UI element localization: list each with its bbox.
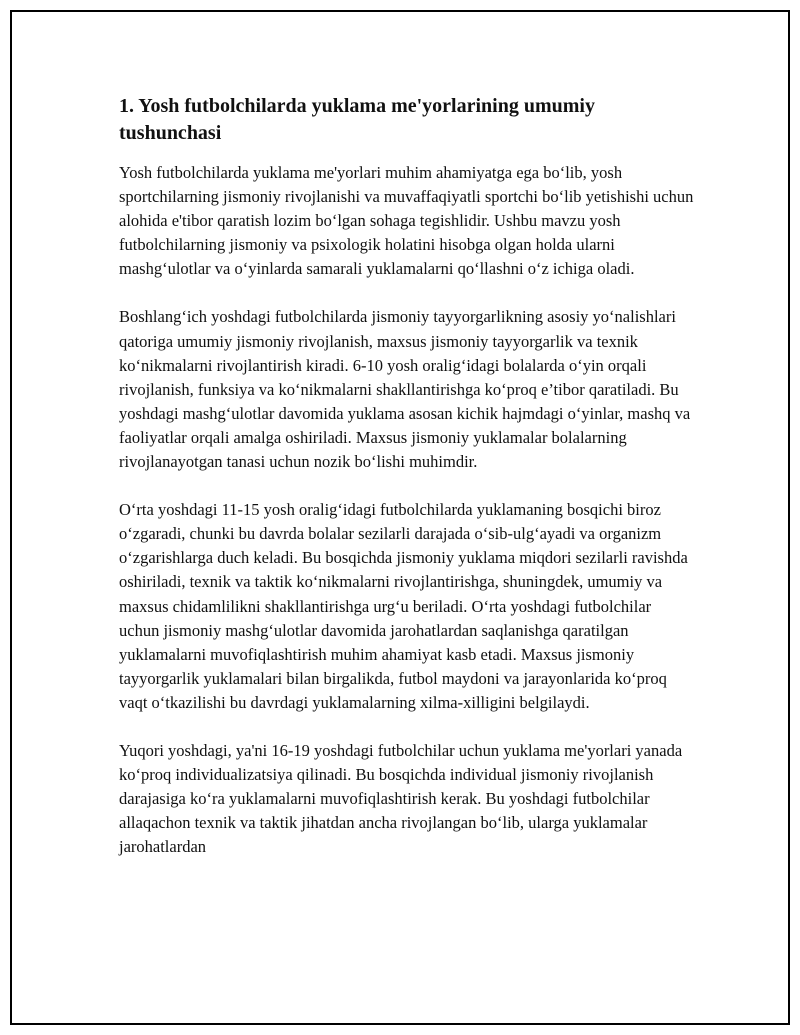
document-body (119, 93, 694, 883)
section-heading: 1. Yosh futbolchilarda yuklama me'yorlarining umumiy tushunchasi (119, 95, 595, 144)
paragraph-middle-age: O‘rta yoshdagi 11-15 yosh oralig‘idagi futbolchilarda yuklamaning bosqichi biroz o‘zgaradi, chunki bu davrda bolalar sezilarli darajada o‘sib-ulg‘ayadi va organizm o‘zgarishlarga duch keladi. Bu bosqichda jismoniy yuklama miqdori sezilarli ravishda oshiriladi, texnik va taktik ko‘nikmalarni rivojlantirishga, shuningdek, umumiy va maxsus chidamlilikni shakllantirishga urg‘u beriladi. O‘rta yoshdagi futbolchilar uchun jismoniy mashg‘ulotlar davomida jarohatlardan saqlanishga qaratilgan yuklamalarni muvofiqlashtirish muhim ahamiyat kasb etadi. Maxsus jismoniy tayyorgarlik yuklamalari bilan birgalikda, futbol maydoni va jarayonlarida ko‘proq vaqt o‘tkazilishi bu davrdagi yuklamalarning xilma-xilligini belgilaydi. (119, 500, 688, 712)
paragraph-older-age: Yuqori yoshdagi, ya'ni 16-19 yoshdagi futbolchilar uchun yuklama me'yorlari yanada ko‘proq individualizatsiya qilinadi. Bu bosqichda individual jismoniy rivojlanish darajasiga ko‘ra yuklamalarni muvofiqlashtirish kerak. Bu yoshdagi futbolchilar allaqachon texnik va taktik jihatdan ancha rivojlangan bo‘lib, ularga yuklamalar jarohatlardan (119, 740, 683, 857)
paragraph-early-age: Boshlang‘ich yoshdagi futbolchilarda jismoniy tayyorgarlikning asosiy yo‘nalishlari qatoriga umumiy jismoniy rivojlanish, maxsus jismoniy tayyorgarlik va texnik ko‘nikmalarni rivojlantirish kiradi. 6-10 yosh oralig‘idagi bolalarda o‘yin orqali rivojlanish, funksiya va ko‘nikmalarni shakllantirishga ko‘proq e’tibor qaratiladi. Bu yoshdagi mashg‘ulotlar davomida yuklama asosan kichik hajmdagi o‘yinlar, mashq va faoliyatlar orqali amalga oshiriladi. Maxsus jismoniy yuklamalar bolalarning rivojlanayotgan tanasi uchun nozik bo‘lishi muhimdir. (119, 307, 691, 472)
paragraph-intro: Yosh futbolchilarda yuklama me'yorlari muhim ahamiyatga ega bo‘lib, yosh sportchilarning jismoniy rivojlanishi va muvaffaqiyatli sportchi bo‘lib yetishishi uchun alohida e'tibor qaratish lozim bo‘lgan sohaga tegishlidir. Ushbu mavzu yosh futbolchilarning jismoniy va psixologik holatini hisobga olgan holda ularni mashg‘ulotlar va o‘yinlarda samarali yuklamalarni qo‘llashni o‘z ichiga oladi. (119, 163, 694, 279)
